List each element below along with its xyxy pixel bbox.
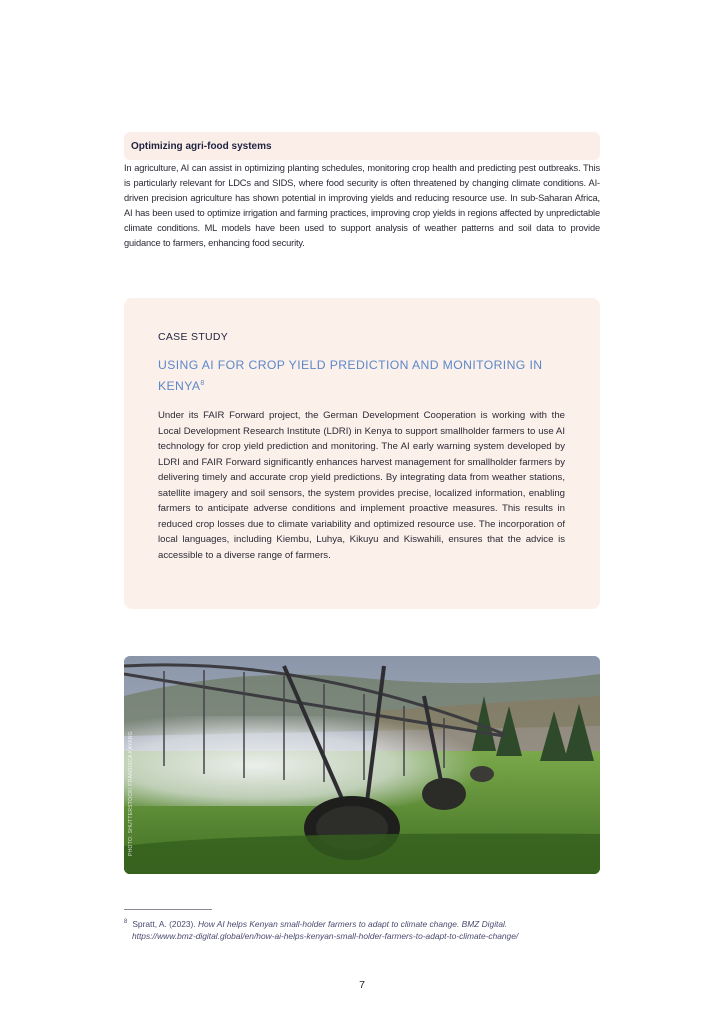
footnote-citation-title: How AI helps Kenyan small-holder farmers to adapt to climate change. BMZ Digital. [197,918,508,929]
footnote-line-1 [124,916,604,930]
case-study-body: Under its FAIR Forward project, the German Development Cooperation is working with the Local Development Research Institute (LDRI) in Kenya to support smallholder farmers to use AI technology for crop yield prediction and monitoring. The AI early warning system developed by LDRI and FAIR Forward significantly enhances harvest management for smallholder farmers by delivering timely and accurate crop yield predictions. By integrating data from weather stations, satellite imagery and soil sensors, the system provides precise, localized information, enabling farmers to anticipate adverse conditions and implement proactive measures. This results in reduced crop losses due to climate variability and optimized resource use. The incorporation of local languages, including Kiembu, Luhya, Kikuyu and Kiswahili, ensures that the advice is accessible to a diverse range of farmers. [158,410,565,561]
footnote-divider [124,909,212,910]
case-study-title-text: USING AI FOR CROP YIELD PREDICTION AND MONITORING IN KENYA [158,358,543,393]
footnote-citation: Spratt, A. (2023). [132,918,198,929]
section-body: In agriculture, AI can assist in optimizing planting schedules, monitoring crop health and predicting pest outbreaks. This is particularly relevant for LDCs and SIDS, where food security is often threatened by changing climate conditions. AI-driven precision agriculture has shown potential in improving yields and reducing resource use. In sub-Saharan Africa, AI has been used to optimize irrigation and farming practices, improving crop yields in regions affected by unpredictable climate conditions. ML models have been used to support analysis of weather patterns and soil data to provide guidance to farmers, enhancing food security. [124,163,600,249]
footnote-reference[interactable]: 8 [200,379,205,387]
photo-credit: PHOTO: SHUTTERSTOCK/ FRANSISCA KAYANG [128,731,134,856]
case-study-title [158,357,558,395]
footnote-url-link[interactable]: https://www.bmz-digital.global/en/how-ai-helps-kenyan-small-holder-farmers-to-adapt-to-climate-change/ [132,931,519,942]
irrigation-photo [124,656,600,874]
page-number: 7 [359,979,365,991]
footnote [124,916,604,943]
footnote-number: 8 [124,919,128,925]
section-title: Optimizing agri-food systems [131,141,272,152]
footnote-line-2 [124,930,604,943]
case-study-label: CASE STUDY [158,331,229,343]
